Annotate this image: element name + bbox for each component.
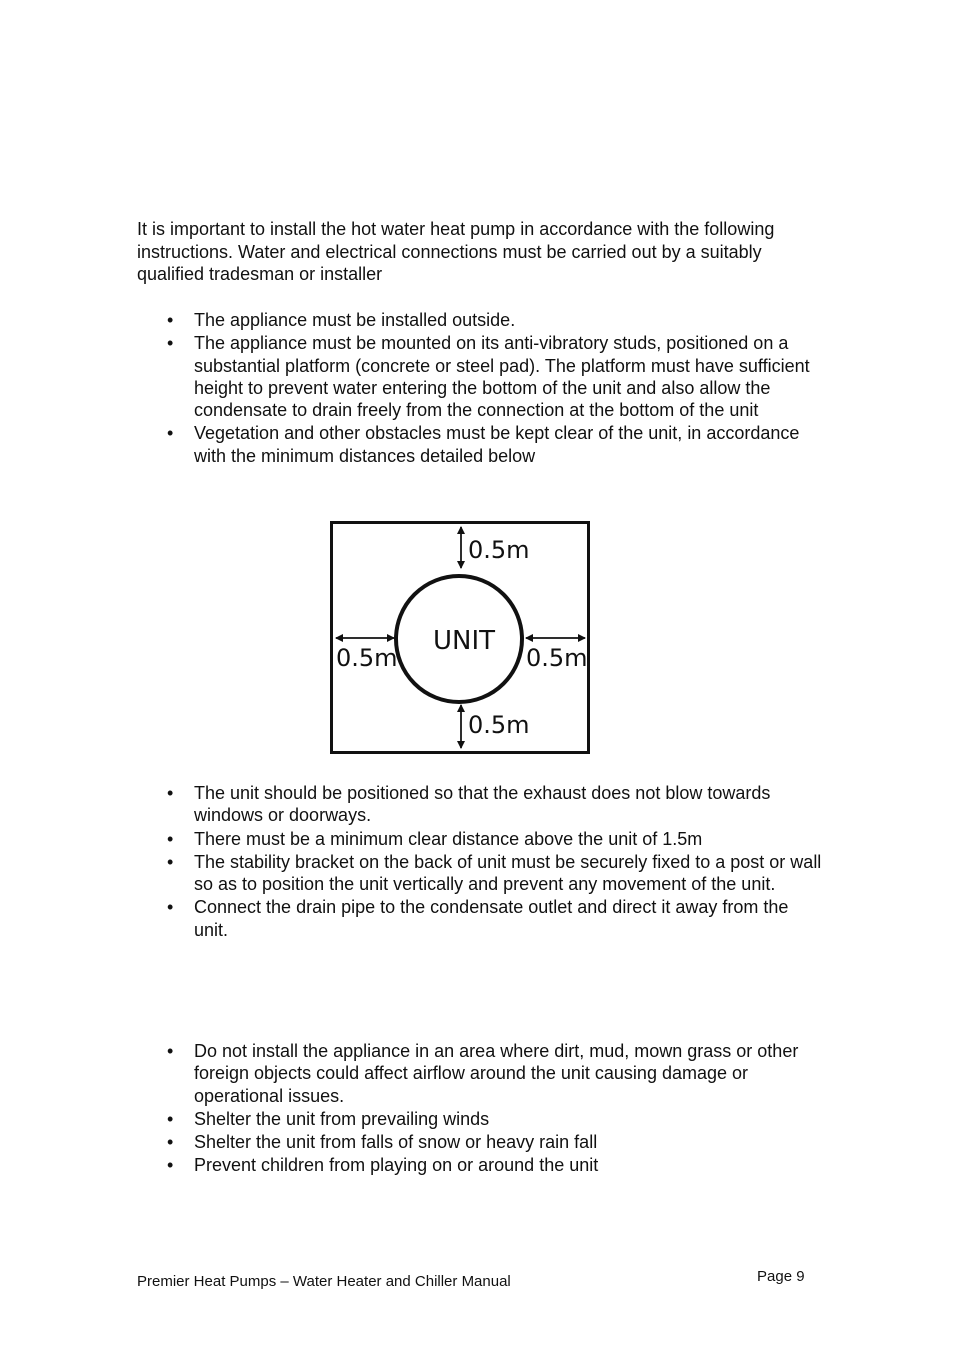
bullet-icon: •: [167, 828, 174, 849]
bullet-icon: •: [167, 851, 174, 872]
list-item: • Shelter the unit from prevailing winds: [167, 1108, 490, 1129]
bullet-icon: •: [167, 333, 174, 354]
left-clearance-label: 0.5m: [336, 644, 398, 672]
clearance-diagram: [330, 521, 590, 754]
bottom-clearance-label: 0.5m: [468, 711, 530, 739]
bullet-icon: •: [167, 1155, 174, 1176]
list-item: • Do not install the appliance in an area where dirt, mud, mown grass or other foreign objects could affect airflow around the unit causing damage or operational issues.: [167, 1041, 799, 1106]
installation-requirements-list: [137, 309, 827, 468]
footer-page-number: Page 9: [757, 1268, 805, 1285]
list-item: • The appliance must be mounted on its anti-vibratory studs, positioned on a substantial platform (concrete or steel pad). The platform must have sufficient height to prevent water entering the bottom of the unit and also allow the condensate to drain freely from the connection at the bottom of the unit: [167, 333, 810, 421]
list-item: • Shelter the unit from falls of snow or heavy rain fall: [167, 1132, 598, 1153]
list-item: • The unit should be positioned so that the exhaust does not blow towards windows or doorways.: [167, 783, 771, 826]
intro-paragraph: It is important to install the hot water heat pump in accordance with the following instructions. Water and electrical connections must be carried out by a suitably qualified tradesman or installer: [137, 219, 775, 284]
list-item: • Connect the drain pipe to the condensate outlet and direct it away from the unit.: [167, 897, 789, 940]
unit-label: UNIT: [432, 626, 496, 656]
list-item: • The stability bracket on the back of unit must be securely fixed to a post or wall so as to position the unit vertically and prevent any movement of the unit.: [167, 851, 822, 895]
right-clearance-label: 0.5m: [526, 644, 588, 672]
list-item: • Prevent children from playing on or around the unit: [167, 1155, 599, 1176]
bullet-icon: •: [167, 1108, 174, 1129]
top-clearance-label: 0.5m: [468, 536, 530, 564]
footer-manual-title: Premier Heat Pumps – Water Heater and Chiller Manual: [137, 1273, 511, 1290]
bullet-icon: •: [167, 1041, 174, 1061]
clearance-diagram-svg: [330, 521, 590, 754]
list-item: • Vegetation and other obstacles must be kept clear of the unit, in accordance with the minimum distances detailed below: [167, 423, 800, 466]
list-item: • The appliance must be installed outside.: [167, 310, 516, 330]
list-item: • There must be a minimum clear distance above the unit of 1.5m: [167, 828, 703, 849]
bullet-icon: •: [167, 423, 174, 444]
bullet-icon: •: [167, 783, 174, 803]
bullet-icon: •: [167, 897, 174, 918]
bullet-icon: •: [167, 310, 174, 330]
environment-requirements-list: [137, 1040, 827, 1178]
bullet-icon: •: [167, 1132, 174, 1153]
positioning-requirements-list: [137, 782, 827, 942]
